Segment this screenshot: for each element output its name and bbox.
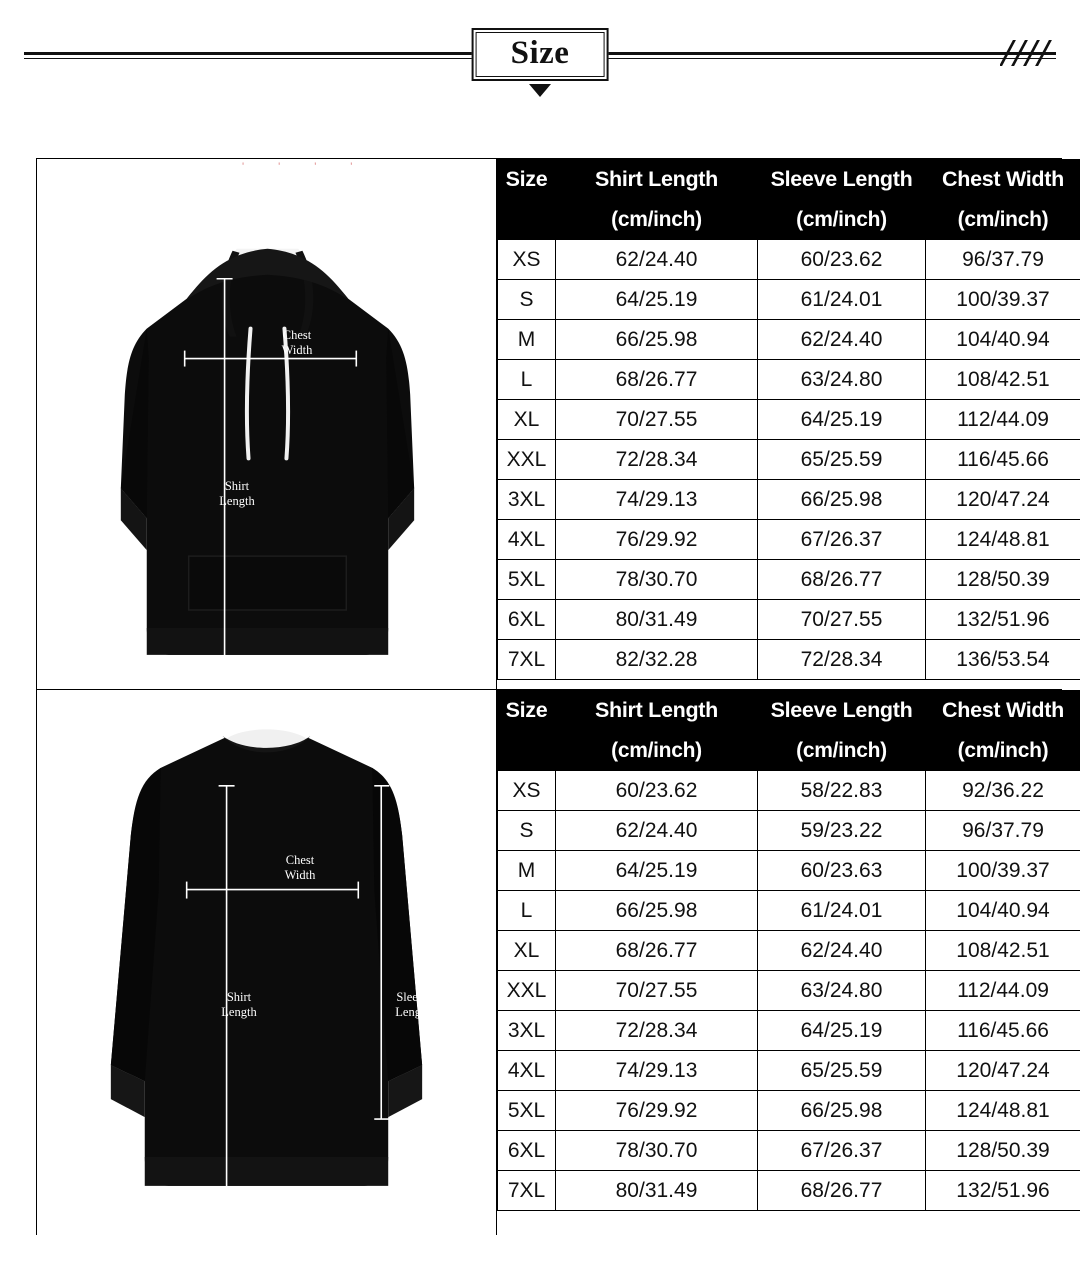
- label-chest-width: Chest Width: [284, 853, 316, 882]
- hoodie-illustration: [37, 159, 496, 688]
- panel-sweatshirt: [37, 690, 1062, 1235]
- cell-shirt-length: 76/29.92: [556, 1091, 758, 1131]
- table-row: [498, 640, 1080, 680]
- table-row: [498, 400, 1080, 440]
- table-unit-row: [498, 731, 1080, 771]
- cell-sleeve-length: 72/28.34: [758, 640, 926, 680]
- cell-shirt-length: 72/28.34: [556, 1011, 758, 1051]
- table-row: [498, 1051, 1080, 1091]
- cell-chest-width: 108/42.51: [926, 931, 1080, 971]
- label-shirt-length: Shirt Length: [219, 479, 255, 508]
- cell-sleeve-length: 67/26.37: [758, 520, 926, 560]
- table-row: [498, 891, 1080, 931]
- cell-size: 5XL: [498, 560, 556, 600]
- table-row: [498, 480, 1080, 520]
- sweatshirt-illustration: [37, 690, 496, 1234]
- size-banner: [0, 0, 1080, 112]
- th-unit-sleeve-length: (cm/inch): [758, 200, 926, 240]
- cell-shirt-length: 78/30.70: [556, 1131, 758, 1171]
- cell-chest-width: 100/39.37: [926, 280, 1080, 320]
- table-row: [498, 440, 1080, 480]
- cell-size: 3XL: [498, 1011, 556, 1051]
- th-unit-sleeve-length: (cm/inch): [758, 731, 926, 771]
- cell-sleeve-length: 68/26.77: [758, 1171, 926, 1211]
- table-row: [498, 1091, 1080, 1131]
- table-header-row: [498, 691, 1080, 731]
- cell-sleeve-length: 62/24.40: [758, 931, 926, 971]
- cell-sleeve-length: 60/23.62: [758, 240, 926, 280]
- cell-sleeve-length: 64/25.19: [758, 1011, 926, 1051]
- cell-size: 4XL: [498, 1051, 556, 1091]
- size-chart-container: [36, 158, 1062, 1235]
- cell-shirt-length: 64/25.19: [556, 280, 758, 320]
- cell-sleeve-length: 70/27.55: [758, 600, 926, 640]
- cell-shirt-length: 80/31.49: [556, 1171, 758, 1211]
- cell-chest-width: 120/47.24: [926, 1051, 1080, 1091]
- cell-sleeve-length: 62/24.40: [758, 320, 926, 360]
- table-row: [498, 520, 1080, 560]
- cell-chest-width: 128/50.39: [926, 560, 1080, 600]
- cell-shirt-length: 80/31.49: [556, 600, 758, 640]
- th-size: Size: [498, 691, 556, 731]
- table-row: [498, 1131, 1080, 1171]
- cell-shirt-length: 82/32.28: [556, 640, 758, 680]
- label-sleeve-length: Sleeve Length: [395, 990, 431, 1019]
- page-title-box: [472, 28, 609, 81]
- cell-chest-width: 124/48.81: [926, 1091, 1080, 1131]
- cell-sleeve-length: 64/25.19: [758, 400, 926, 440]
- tick-marks-decoration: '''': [242, 161, 387, 173]
- cell-size: 7XL: [498, 640, 556, 680]
- cell-shirt-length: 74/29.13: [556, 1051, 758, 1091]
- cell-size: 5XL: [498, 1091, 556, 1131]
- cell-size: S: [498, 280, 556, 320]
- th-unit-shirt-length: (cm/inch): [556, 731, 758, 771]
- th-unit-size: [498, 200, 556, 240]
- cell-sleeve-length: 66/25.98: [758, 1091, 926, 1131]
- cell-size: S: [498, 811, 556, 851]
- label-shirt-length: Shirt Length: [221, 990, 257, 1019]
- table-row: [498, 771, 1080, 811]
- cell-chest-width: 108/42.51: [926, 360, 1080, 400]
- cell-size: M: [498, 320, 556, 360]
- cell-chest-width: 92/36.22: [926, 771, 1080, 811]
- th-chest-width: Chest Width: [926, 160, 1080, 200]
- cell-sleeve-length: 60/23.63: [758, 851, 926, 891]
- cell-chest-width: 104/40.94: [926, 891, 1080, 931]
- th-sleeve-length: Sleeve Length: [758, 691, 926, 731]
- hoodie-image-cell: [37, 159, 497, 689]
- cell-size: L: [498, 360, 556, 400]
- cell-size: M: [498, 851, 556, 891]
- table-row: [498, 851, 1080, 891]
- table-row: [498, 560, 1080, 600]
- th-sleeve-length: Sleeve Length: [758, 160, 926, 200]
- cell-shirt-length: 68/26.77: [556, 931, 758, 971]
- th-shirt-length: Shirt Length: [556, 160, 758, 200]
- cell-chest-width: 132/51.96: [926, 1171, 1080, 1211]
- cell-chest-width: 120/47.24: [926, 480, 1080, 520]
- cell-shirt-length: 70/27.55: [556, 400, 758, 440]
- cell-shirt-length: 74/29.13: [556, 480, 758, 520]
- cell-size: XL: [498, 931, 556, 971]
- cell-size: 4XL: [498, 520, 556, 560]
- table-row: [498, 320, 1080, 360]
- cell-shirt-length: 62/24.40: [556, 811, 758, 851]
- page-title: Size: [510, 35, 570, 71]
- cell-chest-width: 116/45.66: [926, 440, 1080, 480]
- diagonal-dashes-icon: [1000, 40, 1062, 66]
- th-unit-size: [498, 731, 556, 771]
- cell-chest-width: 132/51.96: [926, 600, 1080, 640]
- cell-chest-width: 104/40.94: [926, 320, 1080, 360]
- cell-sleeve-length: 65/25.59: [758, 440, 926, 480]
- cell-sleeve-length: 68/26.77: [758, 560, 926, 600]
- cell-size: XXL: [498, 440, 556, 480]
- cell-shirt-length: 60/23.62: [556, 771, 758, 811]
- panel-hoodie: [37, 159, 1062, 690]
- cell-size: XXL: [498, 971, 556, 1011]
- cell-sleeve-length: 61/24.01: [758, 891, 926, 931]
- cell-chest-width: 112/44.09: [926, 971, 1080, 1011]
- table-row: [498, 971, 1080, 1011]
- cell-sleeve-length: 67/26.37: [758, 1131, 926, 1171]
- cell-size: 7XL: [498, 1171, 556, 1211]
- cell-chest-width: 136/53.54: [926, 640, 1080, 680]
- cell-size: XS: [498, 771, 556, 811]
- size-table-sweatshirt: [497, 690, 1080, 1211]
- cell-sleeve-length: 63/24.80: [758, 971, 926, 1011]
- table-row: [498, 1011, 1080, 1051]
- cell-shirt-length: 78/30.70: [556, 560, 758, 600]
- cell-shirt-length: 70/27.55: [556, 971, 758, 1011]
- th-chest-width: Chest Width: [926, 691, 1080, 731]
- hoodie-table-cell: [497, 159, 1080, 689]
- cell-size: 6XL: [498, 1131, 556, 1171]
- cell-shirt-length: 66/25.98: [556, 320, 758, 360]
- th-unit-chest-width: (cm/inch): [926, 200, 1080, 240]
- label-chest-width: Chest Width: [281, 328, 313, 357]
- table-row: [498, 811, 1080, 851]
- cell-chest-width: 128/50.39: [926, 1131, 1080, 1171]
- cell-shirt-length: 68/26.77: [556, 360, 758, 400]
- th-unit-shirt-length: (cm/inch): [556, 200, 758, 240]
- cell-sleeve-length: 63/24.80: [758, 360, 926, 400]
- cell-shirt-length: 72/28.34: [556, 440, 758, 480]
- cell-chest-width: 100/39.37: [926, 851, 1080, 891]
- table-row: [498, 931, 1080, 971]
- cell-chest-width: 96/37.79: [926, 811, 1080, 851]
- cell-shirt-length: 76/29.92: [556, 520, 758, 560]
- cell-size: XS: [498, 240, 556, 280]
- table-row: [498, 240, 1080, 280]
- table-row: [498, 280, 1080, 320]
- th-shirt-length: Shirt Length: [556, 691, 758, 731]
- table-row: [498, 600, 1080, 640]
- sweatshirt-table-cell: [497, 690, 1080, 1235]
- sweatshirt-image-cell: [37, 690, 497, 1235]
- cell-shirt-length: 66/25.98: [556, 891, 758, 931]
- cell-size: XL: [498, 400, 556, 440]
- table-unit-row: [498, 200, 1080, 240]
- triangle-down-icon: [529, 84, 551, 97]
- cell-chest-width: 124/48.81: [926, 520, 1080, 560]
- cell-sleeve-length: 66/25.98: [758, 480, 926, 520]
- cell-size: 3XL: [498, 480, 556, 520]
- size-table-hoodie: [497, 159, 1080, 680]
- cell-sleeve-length: 65/25.59: [758, 1051, 926, 1091]
- cell-size: L: [498, 891, 556, 931]
- cell-chest-width: 112/44.09: [926, 400, 1080, 440]
- table-header-row: [498, 160, 1080, 200]
- cell-sleeve-length: 61/24.01: [758, 280, 926, 320]
- cell-chest-width: 96/37.79: [926, 240, 1080, 280]
- cell-shirt-length: 62/24.40: [556, 240, 758, 280]
- table-row: [498, 360, 1080, 400]
- cell-shirt-length: 64/25.19: [556, 851, 758, 891]
- table-row: [498, 1171, 1080, 1211]
- cell-chest-width: 116/45.66: [926, 1011, 1080, 1051]
- th-size: Size: [498, 160, 556, 200]
- cell-sleeve-length: 58/22.83: [758, 771, 926, 811]
- th-unit-chest-width: (cm/inch): [926, 731, 1080, 771]
- cell-size: 6XL: [498, 600, 556, 640]
- cell-sleeve-length: 59/23.22: [758, 811, 926, 851]
